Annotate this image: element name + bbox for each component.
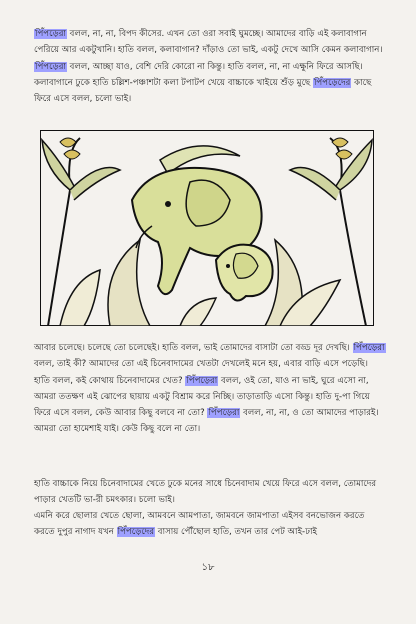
highlighted-text: পিঁপড়েদের [313,77,351,88]
highlighted-text: পিঁপড়েদের [117,527,155,538]
text-segment: বাসায় পৌঁছোল হাতি, তখন তার পেট আই-ঢাই [155,527,317,538]
text-segment: বলল, না, না, বিপদ কীসের. এখন তো ওরা সবাই ঘুমচ্ছে। আমাদের বাড়ি এই কলাবাগান পেরিয়ে আর একটুখানি। হাতি বলল, কলাবাগান? দাঁড়াও তো ভাই, একটু দেখে আসি কেমন কলাবাগান। [34,29,383,56]
paragraph-4 [34,508,386,541]
page-number: ১৮ [201,562,215,573]
text-segment: বলল, আচ্ছা যাও, বেশি দেরি কোরো না কিন্তু। হাতি বলল, না, না এক্ষুনি ফিরে আসছি। কলাবাগানে ঢুকে হাতি চল্লিশ-পঞ্চাশটা কলা টপাটপ খেয়ে বাচ্চাকে খাইয়ে শুঁড় মুছে [34,61,363,88]
elephant-illustration [40,130,374,326]
highlighted-text: পিঁপড়েরা [208,408,240,419]
text-segment: বলল, ওই তো, যাও না ভাই, ঘুরে এসো না, আমরা ততক্ষণ এই ঝোপের ছায়ায় একটু বিশ্রাম করে নিচ্ছি। তাড়াতাড়ি এসো কিন্তু। হাতি দু-পা গিয়ে ফিরে এসে বলল, কেউ আবার কিছু বলবে না তো? [34,375,370,419]
paragraph-2 [34,340,386,438]
text-segment: বলল, না, না, ও তো আমাদের পাড়ারই। আমরা তো হামেশাই যাই। কেউ কিছু বলে না তো। [34,408,379,435]
highlighted-text: পিঁপড়েরা [186,375,218,386]
text-segment: বলল, তাই কী? আমাদের তো এই চিনেবাদামের খেতটা দেখলেই মনে হয়, এবার বাড়ি এসে পড়েছি। হাতি বলল, কই কোথায় চিনেবাদামের খেত? [34,359,368,386]
text-segment: হাতি বাচ্চাকে নিয়ে চিনেবাদামের খেতে ঢুকে মনের সাধে চিনেবাদাম খেয়ে ফিরে এসে বলল, তোমাদের পাড়ার খেতটি ভা-রী চমৎকার। চলো ভাই। [34,479,377,506]
paragraph-1 [34,26,386,107]
text-segment: আবার চলেছে। চলেছে তো চলেছেই। হাতি বলল, ভাই তোমাদের বাসাটা তো বড্ড দূর দেখছি। [34,343,353,353]
highlighted-text: পিঁপড়েরা [35,29,66,39]
highlighted-text: পিঁপড়েরা [35,61,66,72]
text-segment: এমনি করে ছোলার খেতে ছোলা, আমবনে আমপাতা, জামবনে জামপাতা এইসব বনভোজন করতে করতে দুপুর নাগাদ যখন [34,511,365,538]
paragraph-3 [34,476,386,509]
text-segment: কাছে ফিরে এসে বলল, চলো ভাই। [34,77,372,105]
highlighted-text: পিঁপড়েরা [353,343,385,353]
